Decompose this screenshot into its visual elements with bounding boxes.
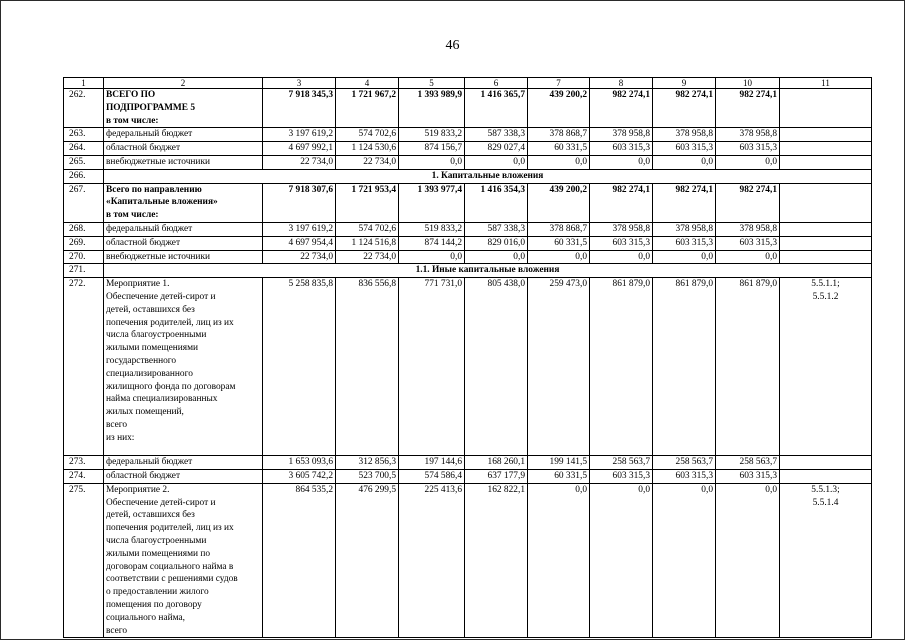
value-cell: 603 315,3 (590, 469, 653, 483)
value-cell: 519 833,2 (399, 222, 465, 236)
table-row (64, 155, 872, 169)
value-cell: 836 556,8 (336, 278, 399, 456)
budget-table (63, 77, 872, 638)
value-cell: 771 731,0 (399, 278, 465, 456)
value-cell: 258 563,7 (653, 456, 716, 470)
value-cell: 861 879,0 (653, 278, 716, 456)
value-cell: 0,0 (528, 483, 590, 638)
value-cell: 0,0 (653, 483, 716, 638)
value-cell: 439 200,2 (528, 183, 590, 222)
value-cell: 3 197 619,2 (263, 222, 336, 236)
value-cell: 22 734,0 (336, 155, 399, 169)
row-number: 263. (64, 128, 104, 142)
column-header: 8 (590, 78, 653, 89)
value-cell: 805 438,0 (465, 278, 528, 456)
value-cell: 22 734,0 (263, 155, 336, 169)
value-cell: 3 605 742,2 (263, 469, 336, 483)
value-cell: 0,0 (399, 155, 465, 169)
row-name: ВСЕГО ПО ПОДПРОГРАММЕ 5 в том числе: (104, 89, 263, 128)
value-cell: 22 734,0 (336, 250, 399, 264)
value-cell: 574 702,6 (336, 128, 399, 142)
column-header: 7 (528, 78, 590, 89)
value-cell: 1 721 967,2 (336, 89, 399, 128)
value-cell: 0,0 (590, 155, 653, 169)
value-cell: 1 653 093,6 (263, 456, 336, 470)
value-cell: 312 856,3 (336, 456, 399, 470)
value-cell: 603 315,3 (716, 142, 780, 156)
value-cell: 258 563,7 (716, 456, 780, 470)
value-cell: 378 958,8 (716, 128, 780, 142)
row-number: 271. (64, 264, 104, 278)
value-cell: 225 413,6 (399, 483, 465, 638)
row-number: 273. (64, 456, 104, 470)
value-cell: 378 958,8 (653, 222, 716, 236)
value-cell: 0,0 (528, 155, 590, 169)
table-row (64, 483, 872, 638)
row-number: 274. (64, 469, 104, 483)
value-cell: 0,0 (653, 250, 716, 264)
row-number: 270. (64, 250, 104, 264)
value-cell: 603 315,3 (653, 142, 716, 156)
value-cell: 874 156,7 (399, 142, 465, 156)
value-cell: 0,0 (590, 483, 653, 638)
section-heading: 1.1. Иные капитальные вложения (104, 264, 872, 278)
value-cell: 378 868,7 (528, 222, 590, 236)
reference-cell: 5.5.1.3; 5.5.1.4 (780, 483, 872, 638)
value-cell: 829 016,0 (465, 236, 528, 250)
value-cell: 864 535,2 (263, 483, 336, 638)
value-cell: 0,0 (716, 250, 780, 264)
value-cell: 874 144,2 (399, 236, 465, 250)
reference-cell: 5.5.1.1; 5.5.1.2 (780, 278, 872, 456)
value-cell: 199 141,5 (528, 456, 590, 470)
reference-cell (780, 89, 872, 128)
row-name: Всего по направлению «Капитальные вложения» в том числе: (104, 183, 263, 222)
value-cell: 0,0 (716, 483, 780, 638)
value-cell: 0,0 (528, 250, 590, 264)
value-cell: 603 315,3 (590, 236, 653, 250)
table-row (64, 250, 872, 264)
column-header: 10 (716, 78, 780, 89)
value-cell: 1 124 516,8 (336, 236, 399, 250)
column-header: 5 (399, 78, 465, 89)
value-cell: 4 697 992,1 (263, 142, 336, 156)
row-name: федеральный бюджет (104, 456, 263, 470)
column-header: 3 (263, 78, 336, 89)
value-cell: 60 331,5 (528, 469, 590, 483)
table-row (64, 89, 872, 128)
reference-cell (780, 155, 872, 169)
value-cell: 603 315,3 (716, 469, 780, 483)
value-cell: 258 563,7 (590, 456, 653, 470)
table-row (64, 222, 872, 236)
row-number: 272. (64, 278, 104, 456)
value-cell: 1 416 354,3 (465, 183, 528, 222)
value-cell: 439 200,2 (528, 89, 590, 128)
value-cell: 1 416 365,7 (465, 89, 528, 128)
reference-cell (780, 456, 872, 470)
page-number: 46 (445, 38, 460, 53)
value-cell: 7 918 307,6 (263, 183, 336, 222)
value-cell: 519 833,2 (399, 128, 465, 142)
value-cell: 982 274,1 (653, 183, 716, 222)
value-cell: 982 274,1 (716, 183, 780, 222)
value-cell: 0,0 (399, 250, 465, 264)
row-number: 269. (64, 236, 104, 250)
table-row (64, 169, 872, 183)
value-cell: 861 879,0 (716, 278, 780, 456)
value-cell: 587 338,3 (465, 222, 528, 236)
value-cell: 574 702,6 (336, 222, 399, 236)
value-cell: 378 958,8 (590, 128, 653, 142)
value-cell: 982 274,1 (653, 89, 716, 128)
value-cell: 1 393 989,9 (399, 89, 465, 128)
column-header: 9 (653, 78, 716, 89)
value-cell: 637 177,9 (465, 469, 528, 483)
value-cell: 0,0 (590, 250, 653, 264)
row-number: 266. (64, 169, 104, 183)
reference-cell (780, 142, 872, 156)
value-cell: 378 958,8 (590, 222, 653, 236)
row-name: областной бюджет (104, 236, 263, 250)
row-name: внебюджетные источники (104, 155, 263, 169)
row-number: 268. (64, 222, 104, 236)
value-cell: 60 331,5 (528, 142, 590, 156)
row-number: 267. (64, 183, 104, 222)
value-cell: 603 315,3 (590, 142, 653, 156)
value-cell: 197 144,6 (399, 456, 465, 470)
value-cell: 982 274,1 (716, 89, 780, 128)
table-row (64, 264, 872, 278)
column-header: 6 (465, 78, 528, 89)
header-row (64, 78, 872, 89)
row-number: 275. (64, 483, 104, 638)
value-cell: 378 868,7 (528, 128, 590, 142)
column-header: 4 (336, 78, 399, 89)
value-cell: 603 315,3 (653, 236, 716, 250)
value-cell: 0,0 (653, 155, 716, 169)
value-cell: 574 586,4 (399, 469, 465, 483)
value-cell: 0,0 (465, 155, 528, 169)
value-cell: 1 393 977,4 (399, 183, 465, 222)
table-row (64, 142, 872, 156)
value-cell: 603 315,3 (716, 236, 780, 250)
column-header: 2 (104, 78, 263, 89)
table-row (64, 278, 872, 456)
row-name: федеральный бюджет (104, 222, 263, 236)
value-cell: 0,0 (716, 155, 780, 169)
value-cell: 378 958,8 (653, 128, 716, 142)
value-cell: 162 822,1 (465, 483, 528, 638)
table-row (64, 236, 872, 250)
value-cell: 476 299,5 (336, 483, 399, 638)
value-cell: 861 879,0 (590, 278, 653, 456)
row-name: внебюджетные источники (104, 250, 263, 264)
reference-cell (780, 250, 872, 264)
value-cell: 0,0 (465, 250, 528, 264)
value-cell: 3 197 619,2 (263, 128, 336, 142)
value-cell: 523 700,5 (336, 469, 399, 483)
row-name: Мероприятие 2. Обеспечение детей-сирот и детей, оставшихся без попечения родителей, лиц из их числа благоустроенными жилыми помещениями по договорам социального найма в соответствии с решениями судов о предоставлении жилого помещения по договору социального найма, всего (104, 483, 263, 638)
value-cell: 259 473,0 (528, 278, 590, 456)
reference-cell (780, 236, 872, 250)
value-cell: 22 734,0 (263, 250, 336, 264)
value-cell: 168 260,1 (465, 456, 528, 470)
section-heading: 1. Капитальные вложения (104, 169, 872, 183)
row-number: 264. (64, 142, 104, 156)
row-number: 265. (64, 155, 104, 169)
table-row (64, 456, 872, 470)
value-cell: 60 331,5 (528, 236, 590, 250)
reference-cell (780, 128, 872, 142)
value-cell: 829 027,4 (465, 142, 528, 156)
value-cell: 5 258 835,8 (263, 278, 336, 456)
value-cell: 982 274,1 (590, 89, 653, 128)
reference-cell (780, 222, 872, 236)
row-number: 262. (64, 89, 104, 128)
row-name: Мероприятие 1. Обеспечение детей-сирот и детей, оставшихся без попечения родителей, лиц из их числа благоустроенными жилыми помещениями государственного специализированного жилищного фонда по договорам найма специализированных жилых помещений, всего из них: (104, 278, 263, 456)
reference-cell (780, 183, 872, 222)
value-cell: 1 721 953,4 (336, 183, 399, 222)
table-row (64, 469, 872, 483)
table-row (64, 183, 872, 222)
value-cell: 587 338,3 (465, 128, 528, 142)
column-header: 11 (780, 78, 872, 89)
row-name: федеральный бюджет (104, 128, 263, 142)
table-row (64, 128, 872, 142)
reference-cell (780, 469, 872, 483)
value-cell: 378 958,8 (716, 222, 780, 236)
row-name: областной бюджет (104, 142, 263, 156)
row-name: областной бюджет (104, 469, 263, 483)
value-cell: 7 918 345,3 (263, 89, 336, 128)
value-cell: 1 124 530,6 (336, 142, 399, 156)
value-cell: 603 315,3 (653, 469, 716, 483)
value-cell: 4 697 954,4 (263, 236, 336, 250)
column-header: 1 (64, 78, 104, 89)
value-cell: 982 274,1 (590, 183, 653, 222)
